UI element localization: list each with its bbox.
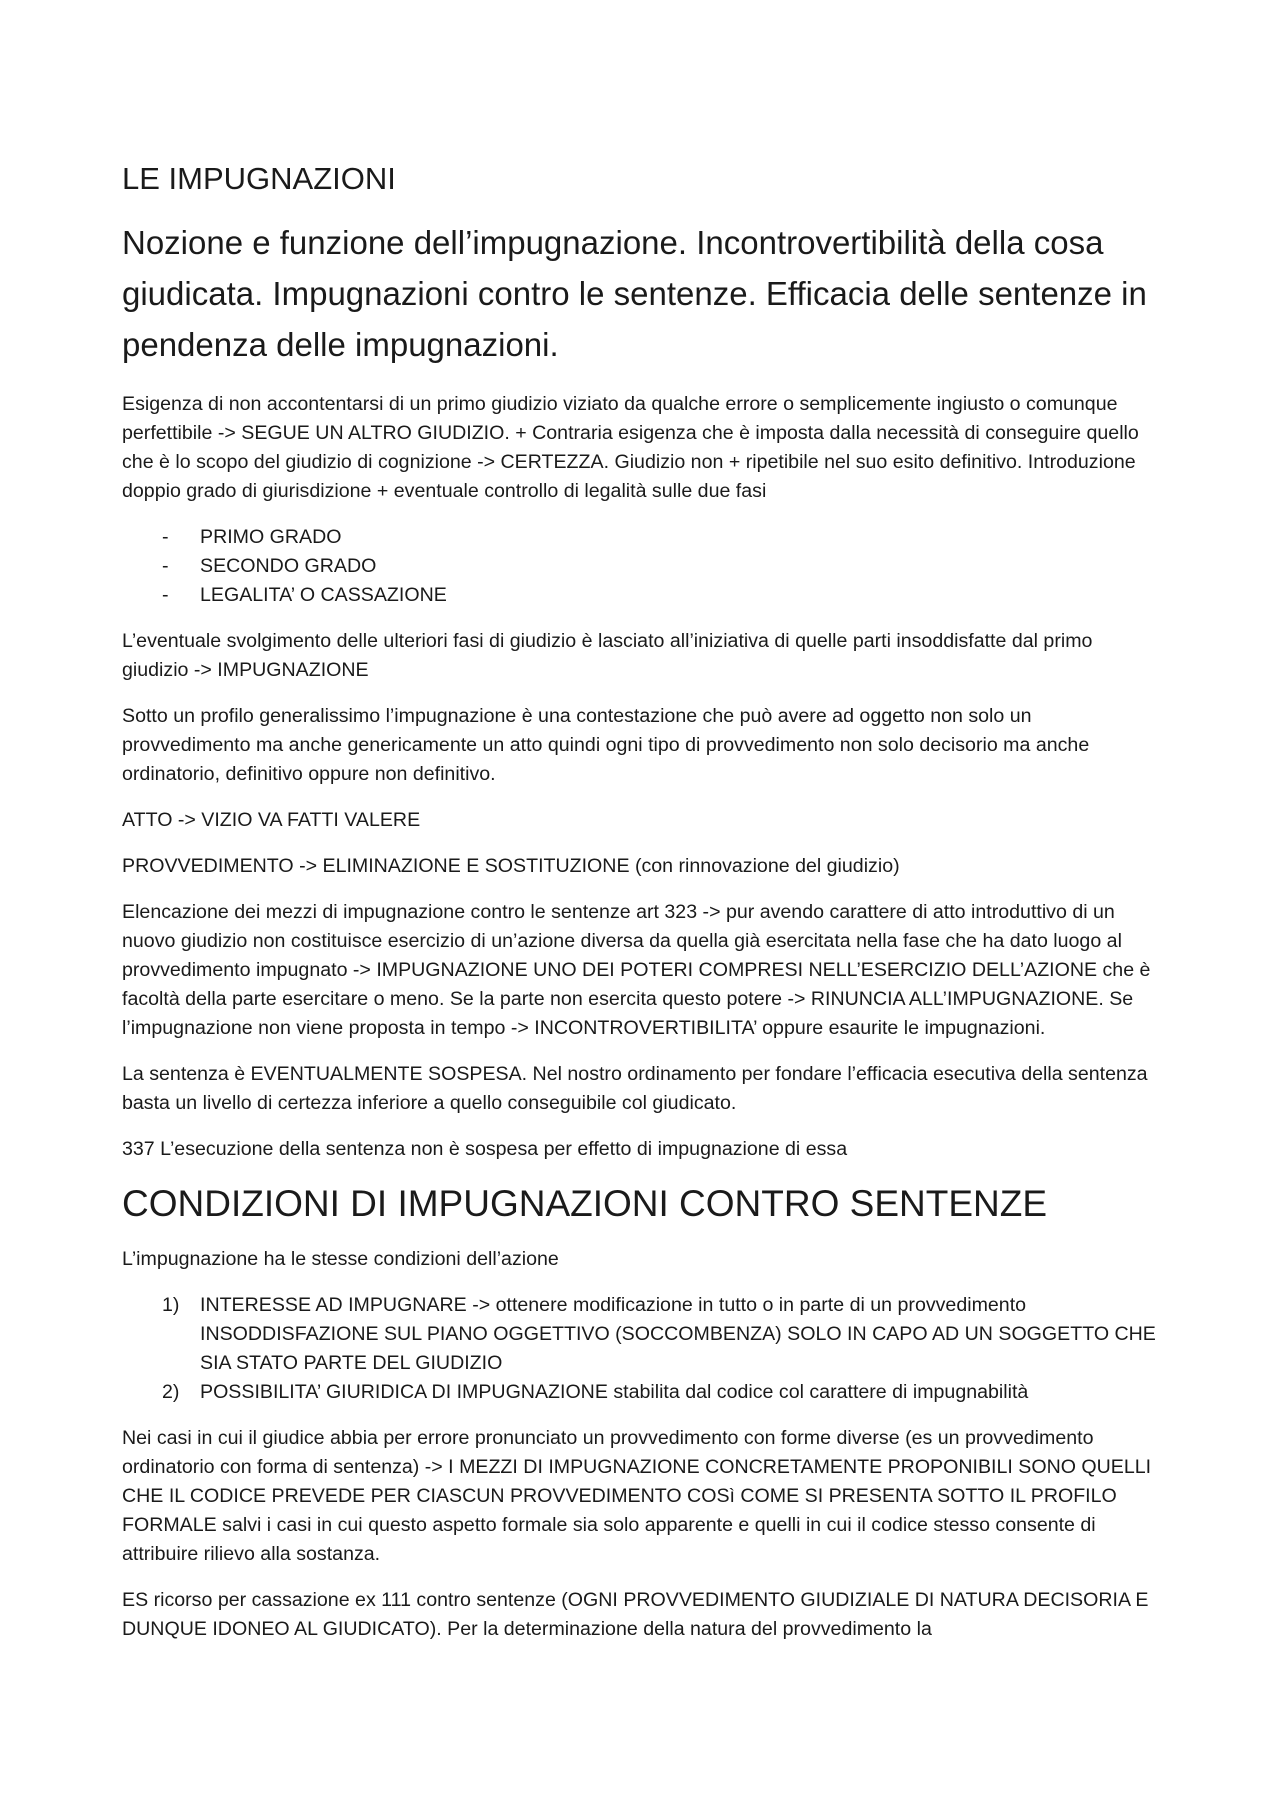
dash-marker: - [162, 584, 169, 607]
paragraph-intro: Esigenza di non accontentarsi di un primo giudizio viziato da qualche errore o semplicemente ingiusto o comunque perfettibile -> SEGUE UN ALTRO GIUDIZIO. + Contraria esigenza che è imposta dalla necessità di conseguire quello che è lo scopo del giudizio di cognizione -> CERTEZZA. Giudizio non + ripetibile nel suo esito definitivo. Introduzione doppio grado di giurisdizione + eventuale controllo di legalità sulle due fasi [122, 393, 1139, 503]
list-item [122, 1291, 1162, 1378]
list-item [122, 552, 1162, 581]
document-page [122, 160, 1162, 1661]
paragraph-general-profile: Sotto un profilo generalissimo l’impugnazione è una contestazione che può avere ad oggetto non solo un provvedimento ma anche genericamente un atto quindi ogni tipo di provvedimento non solo decisorio ma anche ordinatorio, definitivo oppure non definitivo. [122, 705, 1090, 786]
document-title: LE IMPUGNAZIONI [122, 161, 396, 196]
list-number: 2) [162, 1381, 180, 1404]
dash-marker: - [162, 555, 169, 578]
conditions-list [122, 1291, 1162, 1407]
paragraph-example: ES ricorso per cassazione ex 111 contro sentenze (OGNI PROVVEDIMENTO GIUDIZIALE DI NATURA DECISORIA E DUNQUE IDONEO AL GIUDICATO). Per la determinazione della natura del provvedimento la [122, 1589, 1149, 1641]
list-item-text: SECONDO GRADO [200, 555, 377, 578]
degree-list [122, 523, 1162, 610]
document-subtitle: Nozione e funzione dell’impugnazione. Incontrovertibilità della cosa giudicata. Impugnazioni contro le sentenze. Efficacia delle sentenze in pendenza delle impugnazioni. [122, 223, 1147, 364]
dash-marker: - [162, 526, 169, 549]
paragraph-conditions: L’impugnazione ha le stesse condizioni dell’azione [122, 1248, 559, 1271]
list-item [122, 581, 1162, 610]
paragraph-art-323: Elencazione dei mezzi di impugnazione contro le sentenze art 323 -> pur avendo carattere di atto introduttivo di un nuovo giudizio non costituisce esercizio di un’azione diversa da quella già esercitata nella fase che ha dato luogo al provvedimento impugnato -> IMPUGNAZIONE UNO DEI POTERI COMPRESI NELL’ESERCIZIO DELL’AZIONE che è facoltà della parte esercitare o meno. Se la parte non esercita questo potere -> RINUNCIA ALL’IMPUGNAZIONE. Se l’impugnazione non viene proposta in tempo -> INCONTROVERTIBILITA’ oppure esaurite le impugnazioni. [122, 901, 1151, 1040]
list-item-text: PRIMO GRADO [200, 526, 342, 549]
list-item-text: LEGALITA’ O CASSAZIONE [200, 584, 447, 607]
paragraph-art-337: 337 L’esecuzione della sentenza non è sospesa per effetto di impugnazione di essa [122, 1138, 848, 1161]
section-heading-conditions: CONDIZIONI DI IMPUGNAZIONI CONTRO SENTENZE [122, 1183, 1048, 1225]
paragraph-provvedimento: PROVVEDIMENTO -> ELIMINAZIONE E SOSTITUZIONE (con rinnovazione del giudizio) [122, 855, 900, 878]
paragraph-formal-error: Nei casi in cui il giudice abbia per errore pronunciato un provvedimento con forme diverse (es un provvedimento ordinatorio con forma di sentenza) -> I MEZZI DI IMPUGNAZIONE CONCRETAMENTE PROPONIBILI SONO QUELLI CHE IL CODICE PREVEDE PER CIASCUN PROVVEDIMENTO COSì COME SI PRESENTA SOTTO IL PROFILO FORMALE salvi i casi in cui questo aspetto formale sia solo apparente e quelli in cui il codice stesso consente di attribuire rilievo alla sostanza. [122, 1427, 1152, 1566]
paragraph-suspended: La sentenza è EVENTUALMENTE SOSPESA. Nel nostro ordinamento per fondare l’efficacia esecutiva della sentenza basta un livello di certezza inferiore a quello conseguibile col giudicato. [122, 1063, 1148, 1115]
paragraph-atto: ATTO -> VIZIO VA FATTI VALERE [122, 809, 421, 832]
list-item-text: POSSIBILITA’ GIURIDICA DI IMPUGNAZIONE stabilita dal codice col carattere di impugnabilità [200, 1381, 1029, 1404]
list-item [122, 1378, 1162, 1407]
paragraph-further-phases: L’eventuale svolgimento delle ulteriori fasi di giudizio è lasciato all’iniziativa di quelle parti insoddisfatte dal primo giudizio -> IMPUGNAZIONE [122, 630, 1093, 682]
list-item-text: INTERESSE AD IMPUGNARE -> ottenere modificazione in tutto o in parte di un provvedimento INSODDISFAZIONE SUL PIANO OGGETTIVO (SOCCOMBENZA) SOLO IN CAPO AD UN SOGGETTO CHE SIA STATO PARTE DEL GIUDIZIO [200, 1294, 1156, 1375]
list-number: 1) [162, 1294, 180, 1317]
list-item [122, 523, 1162, 552]
